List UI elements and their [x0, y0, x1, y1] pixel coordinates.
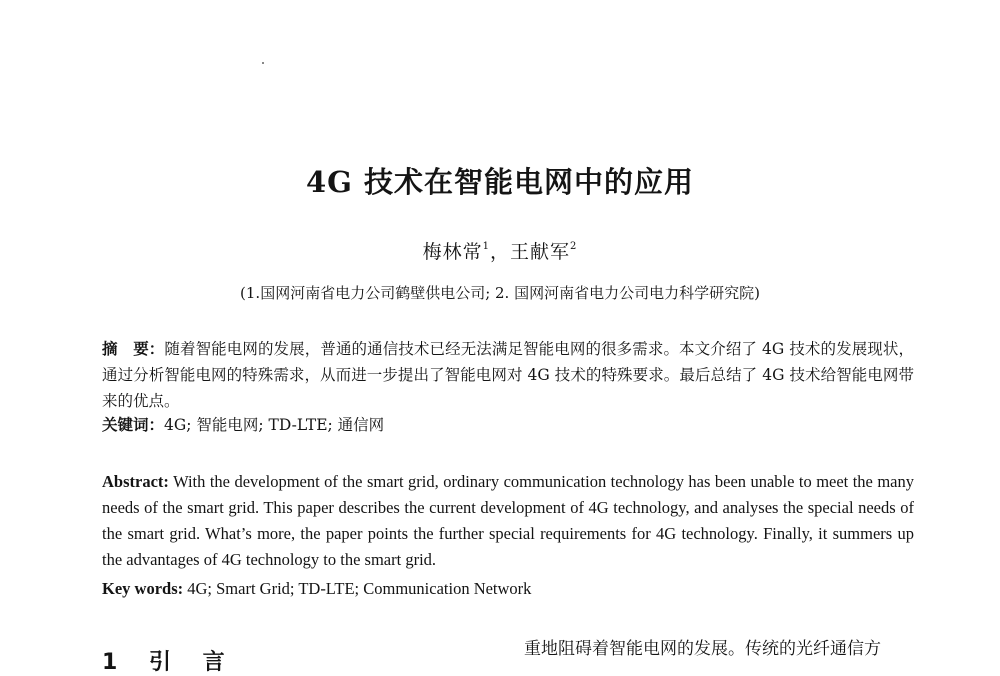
paper-title: 4G 技术在智能电网中的应用	[305, 165, 695, 199]
keywords-english-text: 4G; Smart Grid; TD-LTE; Communication Network	[187, 579, 532, 598]
keywords-english	[102, 576, 914, 602]
abstract-chinese-label: 摘 要：	[102, 339, 165, 358]
author-2: 王献军	[510, 241, 571, 263]
author-1-affil-mark: 1	[482, 241, 490, 252]
abstract-english-label: Abstract:	[102, 472, 169, 491]
keywords-chinese	[102, 412, 914, 438]
author-1: 梅林常	[422, 241, 483, 263]
author-separator: ，	[489, 241, 510, 263]
affiliation-line: (1.国网河南省电力公司鹤壁供电公司; 2. 国网河南省电力公司电力科学研究院)	[240, 284, 760, 302]
scan-speck	[262, 62, 264, 64]
section-1-heading: 1 引 言	[102, 650, 237, 675]
abstract-english	[102, 469, 914, 573]
keywords-chinese-label: 关键词：	[102, 415, 165, 434]
abstract-chinese-text: 随着智能电网的发展，普通的通信技术已经无法满足智能电网的很多需求。本文介绍了 4G 技术的发展现状，通过分析智能电网的特殊需求，从而进一步提出了智能电网对 4G 技术的特殊要求。最后总结了 4G 技术给智能电网带来的优点。	[102, 340, 914, 410]
abstract-english-text: With the development of the smart grid, ordinary communication technology has been unable to meet the many needs of the smart grid. This paper describes the current development of 4G technology, and analyses the special needs of the smart grid. What’s more, the paper points the further special requirements for 4G technology. Finally, it summers up the advantages of 4G technology to the smart grid.	[102, 472, 914, 569]
keywords-english-label: Key words:	[102, 579, 184, 598]
author-2-affil-mark: 2	[570, 241, 578, 252]
author-line	[0, 237, 1000, 264]
right-column-text: 重地阻碍着智能电网的发展。传统的光纤通信方	[524, 639, 881, 659]
abstract-chinese	[102, 336, 914, 414]
keywords-chinese-text: 4G; 智能电网; TD-LTE; 通信网	[164, 416, 385, 434]
